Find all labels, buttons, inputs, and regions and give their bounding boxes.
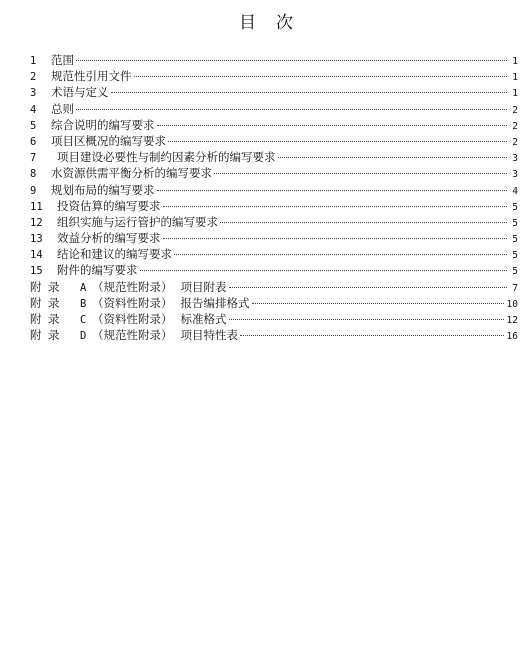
appendix-page-number: 7	[512, 282, 518, 294]
dot-leader	[134, 76, 508, 77]
toc-entry[interactable]	[30, 84, 518, 100]
toc-list	[30, 52, 518, 343]
toc-entry[interactable]	[30, 214, 518, 230]
toc-entry[interactable]	[30, 68, 518, 84]
toc-entry-page-number: 4	[512, 185, 518, 197]
toc-entry[interactable]	[30, 182, 518, 198]
appendix-page-number: 16	[506, 331, 518, 343]
dot-leader	[240, 335, 504, 336]
toc-entry-page-number: 5	[512, 250, 518, 262]
appendix-label-char-1: 附	[30, 279, 42, 294]
dot-leader	[220, 222, 507, 223]
appendix-type: （资料性附录）	[92, 312, 173, 326]
toc-entry-number: 5	[30, 119, 37, 132]
appendix-label-char-2: 录	[48, 328, 60, 343]
toc-entry-title: 结论和建议的编写要求	[57, 247, 172, 262]
toc-entry-title: 水资源供需平衡分析的编写要求	[51, 166, 212, 181]
toc-entry[interactable]	[30, 246, 518, 262]
toc-entry-number: 14	[30, 249, 43, 262]
toc-entry[interactable]	[30, 230, 518, 246]
toc-entry-page-number: 2	[512, 104, 518, 116]
appendix-label-char-1: 附	[30, 328, 42, 343]
appendix-page-number: 12	[506, 315, 518, 326]
toc-entry-title: 附件的编写要求	[57, 263, 138, 278]
dot-leader	[140, 270, 508, 271]
toc-entry[interactable]	[30, 198, 518, 214]
dot-leader	[157, 125, 508, 126]
toc-entry-number: 7	[30, 152, 37, 165]
dot-leader	[252, 303, 504, 304]
appendix-label-char-2: 录	[48, 279, 60, 294]
toc-entry[interactable]	[30, 117, 518, 133]
toc-title	[0, 12, 532, 34]
toc-entry-page-number: 2	[512, 120, 518, 132]
appendix-type: （资料性附录）	[92, 295, 173, 310]
toc-appendix-entry[interactable]	[30, 295, 518, 311]
appendix-page-number: 10	[506, 298, 518, 310]
toc-appendix-entry[interactable]	[30, 279, 518, 295]
toc-entry-number: 1	[30, 55, 37, 67]
toc-entry-number: 2	[30, 71, 37, 84]
toc-entry-number: 11	[30, 200, 43, 213]
dot-leader	[163, 238, 508, 239]
appendix-letter: C	[80, 314, 87, 326]
toc-entry-page-number: 2	[512, 136, 518, 148]
dot-leader	[229, 319, 504, 320]
appendix-label-char-2: 录	[48, 312, 60, 326]
dot-leader	[174, 254, 507, 255]
appendix-letter: B	[80, 297, 87, 310]
appendix-label	[30, 279, 80, 295]
dot-leader	[76, 60, 507, 61]
toc-appendix-entry[interactable]	[30, 327, 518, 343]
appendix-title: 项目特性表	[180, 328, 238, 343]
toc-title-part-1: 目	[239, 13, 256, 33]
toc-entry-title: 范围	[51, 53, 74, 67]
toc-entry-number: 9	[30, 184, 37, 197]
toc-entry-number: 3	[30, 87, 37, 100]
toc-entry-title: 总则	[51, 101, 74, 116]
toc-entry[interactable]	[30, 149, 518, 165]
toc-entry-number: 6	[30, 135, 37, 148]
dot-leader	[76, 109, 507, 110]
appendix-title: 标准格式	[180, 312, 227, 326]
dot-leader	[163, 206, 508, 207]
toc-entry-title: 规划布局的编写要求	[51, 182, 155, 197]
toc-title-part-2: 次	[276, 13, 293, 33]
appendix-label	[30, 311, 80, 327]
appendix-label-char-2: 录	[48, 295, 60, 310]
toc-entry-title: 规范性引用文件	[51, 69, 132, 84]
toc-entry-title: 组织实施与运行管护的编写要求	[57, 214, 218, 229]
toc-entry-title: 术语与定义	[51, 85, 109, 100]
dot-leader	[278, 157, 508, 158]
appendix-label-char-1: 附	[30, 312, 42, 326]
toc-entry[interactable]	[30, 101, 518, 117]
dot-leader	[214, 173, 507, 174]
appendix-letter: D	[80, 330, 87, 343]
toc-entry-page-number: 1	[512, 88, 518, 100]
toc-entry-number: 4	[30, 103, 37, 116]
toc-entry[interactable]	[30, 262, 518, 278]
toc-entry-number: 8	[30, 168, 37, 181]
appendix-letter: A	[80, 281, 87, 294]
appendix-label-char-1: 附	[30, 295, 42, 310]
toc-entry[interactable]	[30, 52, 518, 68]
appendix-label	[30, 295, 80, 311]
appendix-type: （规范性附录）	[92, 328, 173, 343]
toc-entry-number: 15	[30, 265, 43, 278]
dot-leader	[111, 92, 508, 93]
toc-appendix-entry[interactable]	[30, 311, 518, 327]
toc-entry-number: 13	[30, 233, 43, 246]
appendix-label	[30, 327, 80, 343]
toc-entry[interactable]	[30, 165, 518, 181]
toc-entry-page-number: 5	[512, 234, 518, 246]
toc-entry[interactable]	[30, 133, 518, 149]
toc-entry-title: 投资估算的编写要求	[57, 198, 161, 213]
appendix-type: （规范性附录）	[92, 279, 173, 294]
toc-entry-page-number: 5	[512, 201, 518, 213]
appendix-title: 项目附表	[180, 279, 227, 294]
dot-leader	[157, 190, 508, 191]
toc-entry-page-number: 5	[512, 217, 518, 229]
toc-entry-page-number: 1	[512, 72, 518, 84]
dot-leader	[168, 141, 507, 142]
toc-entry-number: 12	[30, 216, 43, 229]
toc-entry-page-number: 1	[512, 56, 518, 67]
toc-entry-page-number: 5	[512, 266, 518, 278]
toc-entry-title: 效益分析的编写要求	[57, 231, 161, 246]
toc-entry-page-number: 3	[512, 169, 518, 181]
dot-leader	[229, 287, 508, 288]
toc-entry-page-number: 3	[512, 153, 518, 165]
appendix-title: 报告编排格式	[180, 295, 250, 310]
toc-entry-title: 项目建设必要性与制约因素分析的编写要求	[57, 150, 276, 165]
toc-entry-title: 项目区概况的编写要求	[51, 133, 166, 148]
toc-entry-title: 综合说明的编写要求	[51, 117, 155, 132]
